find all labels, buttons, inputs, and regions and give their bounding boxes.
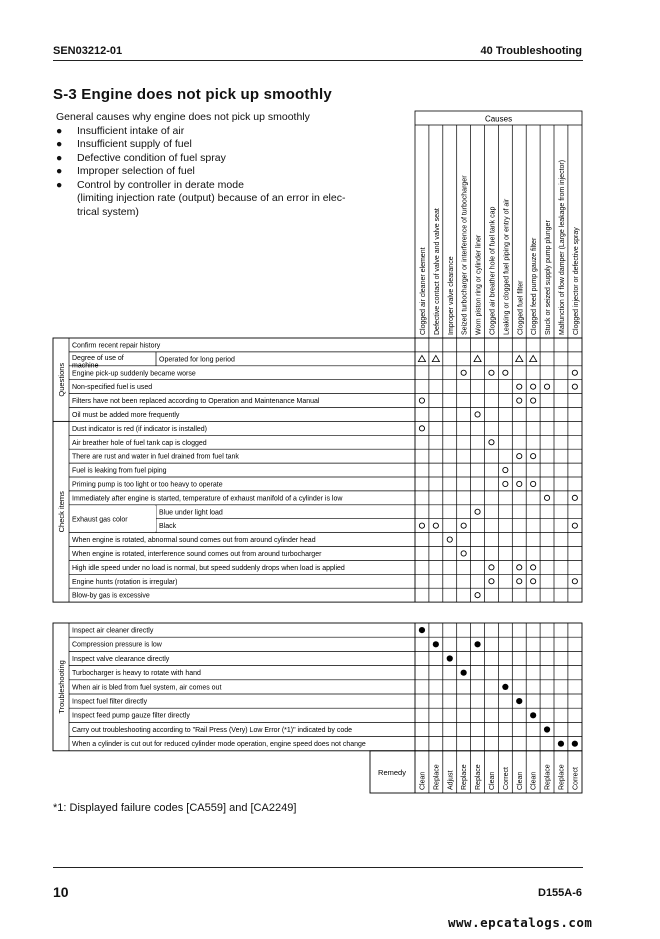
remedy-value: Correct xyxy=(502,767,510,790)
footnote: *1: Displayed failure codes [CA559] and [CA2249] xyxy=(53,802,297,814)
row-label: When engine is rotated, interference sound comes out from around turbocharger xyxy=(72,551,322,558)
row-label: Dust indicator is red (if indicator is installed) xyxy=(72,425,207,433)
cause-mark-filled xyxy=(461,670,467,676)
cause-mark-circle xyxy=(572,523,577,528)
cause-mark-circle xyxy=(461,370,466,375)
remedy-label: Remedy xyxy=(378,767,406,777)
cause-summary-item: ● Improper selection of fuel xyxy=(56,165,195,177)
causes-label: Causes xyxy=(484,114,513,124)
row-label: Inspect air cleaner directly xyxy=(72,627,154,635)
cause-mark-circle xyxy=(531,454,536,459)
remedy-value: Replace xyxy=(433,764,441,790)
row-label: Filters have not been replaced according to Operation and Maintenance Manual xyxy=(72,398,320,406)
cause-mark-circle xyxy=(544,495,549,500)
cause-mark-circle xyxy=(419,398,424,403)
watermark-url: www.epcatalogs.com xyxy=(448,915,593,930)
row-label: Immediately after engine is started, temperature of exhaust manifold of a cylinder is low xyxy=(72,495,343,503)
cause-label: Seized turbocharger or interference of turbocharger xyxy=(461,175,469,335)
cause-label: Clogged air breather hole of fuel tank cap xyxy=(489,206,497,335)
row-label: Confirm recent repair history xyxy=(72,342,161,350)
row-label: Engine hunts (rotation is irregular) xyxy=(72,578,178,586)
row-label: Inspect valve clearance directly xyxy=(72,655,170,663)
continuation-line: (limiting injection rate (output) because of an error in elec- xyxy=(77,192,346,204)
cause-mark-filled xyxy=(447,655,453,661)
cause-mark-circle xyxy=(517,481,522,486)
cause-mark-triangle xyxy=(530,355,537,361)
cause-mark-circle xyxy=(489,579,494,584)
cause-mark-circle xyxy=(475,412,480,417)
remedy-value: Replace xyxy=(544,764,552,790)
row-label: Compression pressure is low xyxy=(72,641,162,649)
cause-mark-circle xyxy=(517,565,522,570)
row-label: When engine is rotated, abnormal sound comes out from around cylinder head xyxy=(72,537,316,545)
cause-mark-circle xyxy=(572,370,577,375)
cause-summary-item: ● Insufficient supply of fuel xyxy=(56,138,192,150)
cause-mark-circle xyxy=(503,370,508,375)
cause-label: Worn piston ring or cylinder liner xyxy=(475,234,483,335)
cause-mark-circle xyxy=(433,523,438,528)
remedy-value: Correct xyxy=(572,767,580,790)
row-label: Non-specified fuel is used xyxy=(72,384,153,392)
cause-label: Clogged fuel filter xyxy=(517,280,525,335)
row-label: Engine pick-up suddenly became worse xyxy=(72,370,196,378)
row-label: Priming pump is too light or too heavy to operate xyxy=(72,481,223,489)
cause-mark-filled xyxy=(530,712,536,718)
cause-mark-circle xyxy=(517,579,522,584)
remedy-value: Clean xyxy=(516,771,524,790)
remedy-value: Adjust xyxy=(447,770,455,790)
doc-code: SEN03212-01 xyxy=(53,45,123,57)
cause-summary-text: Control by controller in derate mode xyxy=(77,178,244,191)
row-label: High idle speed under no load is normal, but speed suddenly drops when load is applied xyxy=(72,564,345,572)
cause-mark-circle xyxy=(544,384,549,389)
row-label: Turbocharger is heavy to rotate with hand xyxy=(72,670,201,678)
page-number: 10 xyxy=(53,884,69,900)
cause-mark-circle xyxy=(461,551,466,556)
cause-label: Malfunction of flow damper (Large leakage from injector) xyxy=(558,159,566,335)
remedy-value: Replace xyxy=(475,764,483,790)
model-code: D155A-6 xyxy=(538,887,583,899)
row-label: When air is bled from fuel system, air comes out xyxy=(72,684,222,692)
cause-label: Leaking or clogged fuel piping or entry of air xyxy=(503,198,511,335)
row-label: There are rust and water in fuel drained from fuel tank xyxy=(72,453,239,461)
cause-mark-circle xyxy=(531,398,536,403)
row-sublabel: Blue under light load xyxy=(159,509,223,517)
cause-summary-text: Insufficient supply of fuel xyxy=(77,138,192,150)
cause-mark-filled xyxy=(433,641,439,647)
row-label: Fuel is leaking from fuel piping xyxy=(72,467,167,475)
row-label: When a cylinder is cut out for reduced cylinder mode operation, engine speed does not change xyxy=(72,741,366,749)
cause-mark-triangle xyxy=(418,355,425,361)
cause-mark-filled xyxy=(572,741,578,747)
questions-label: Questions xyxy=(57,362,66,397)
cause-mark-circle xyxy=(517,398,522,403)
cause-mark-circle xyxy=(419,523,424,528)
cause-label: Clogged feed pump gauze filter xyxy=(531,237,539,335)
intro-lead: General causes why engine does not pick up smoothly xyxy=(56,111,310,123)
cause-mark-triangle xyxy=(432,355,439,361)
row-label: Carry out troubleshooting according to "Rail Press (Very) Low Error (*1)" indicated by code xyxy=(72,726,353,734)
footer-rule xyxy=(53,867,583,868)
cause-label: Stuck or seized supply pump plunger xyxy=(545,220,553,335)
cause-mark-circle xyxy=(572,384,577,389)
cause-mark-circle xyxy=(419,426,424,431)
cause-mark-filled xyxy=(516,698,522,704)
remedy-value: Replace xyxy=(558,764,566,790)
row-label: Inspect fuel filter directly xyxy=(72,698,148,706)
cause-label: Clogged injector or defective spray xyxy=(572,227,580,335)
cause-mark-circle xyxy=(531,565,536,570)
cause-mark-circle xyxy=(503,481,508,486)
remedy-value: Replace xyxy=(461,764,469,790)
cause-mark-filled xyxy=(558,741,564,747)
cause-label: Defective contact of valve and valve seat xyxy=(433,208,441,335)
cause-mark-triangle xyxy=(474,355,481,361)
cause-mark-circle xyxy=(572,579,577,584)
cause-mark-filled xyxy=(474,641,480,647)
row-label: Oil must be added more frequently xyxy=(72,412,180,419)
cause-mark-circle xyxy=(489,370,494,375)
cause-summary-text: Insufficient intake of air xyxy=(77,124,185,137)
remedy-value: Clean xyxy=(419,771,427,790)
cause-summary-text: Improper selection of fuel xyxy=(77,165,195,177)
cause-mark-circle xyxy=(461,523,466,528)
cause-summary-text: Defective condition of fuel spray xyxy=(77,151,226,164)
cause-mark-filled xyxy=(502,684,508,690)
continuation-line: trical system) xyxy=(77,205,139,218)
cause-mark-filled xyxy=(544,726,550,732)
row-label: Inspect feed pump gauze filter directly xyxy=(72,712,190,720)
row-sublabel: Operated for long period xyxy=(159,356,235,364)
row-label: Exhaust gas color xyxy=(72,516,128,524)
row-sublabel: Black xyxy=(159,523,177,531)
remedy-value: Clean xyxy=(488,771,496,790)
row-label: Air breather hole of fuel tank cap is clogged xyxy=(72,439,207,447)
troubleshooting-label: Troubleshooting xyxy=(57,660,66,714)
cause-summary-item: ● Insufficient intake of air xyxy=(56,124,185,137)
cause-mark-circle xyxy=(489,565,494,570)
remedy-value: Clean xyxy=(530,771,538,790)
cause-label: Improper valve clearance xyxy=(447,256,455,335)
cause-mark-circle xyxy=(531,384,536,389)
cause-summary-item: ● Control by controller in derate mode xyxy=(56,178,244,191)
cause-mark-circle xyxy=(572,495,577,500)
cause-mark-circle xyxy=(517,454,522,459)
row-label-cont: machine xyxy=(72,362,99,370)
cause-summary-item: ● Defective condition of fuel spray xyxy=(56,151,226,164)
cause-mark-circle xyxy=(531,579,536,584)
cause-mark-circle xyxy=(447,537,452,542)
cause-mark-triangle xyxy=(516,355,523,361)
section-title: 40 Troubleshooting xyxy=(480,45,582,57)
cause-mark-circle xyxy=(475,509,480,514)
row-label: Blow-by gas is excessive xyxy=(72,592,150,600)
row-label: Degree of use of xyxy=(72,354,124,362)
cause-mark-circle xyxy=(489,440,494,445)
cause-label: Clogged air cleaner element xyxy=(419,247,427,335)
cause-mark-circle xyxy=(475,593,480,598)
cause-mark-circle xyxy=(503,467,508,472)
check-items-label: Check items xyxy=(57,491,66,533)
page-title: S-3 Engine does not pick up smoothly xyxy=(53,86,332,103)
cause-mark-filled xyxy=(419,627,425,633)
cause-mark-circle xyxy=(517,384,522,389)
cause-mark-circle xyxy=(531,481,536,486)
